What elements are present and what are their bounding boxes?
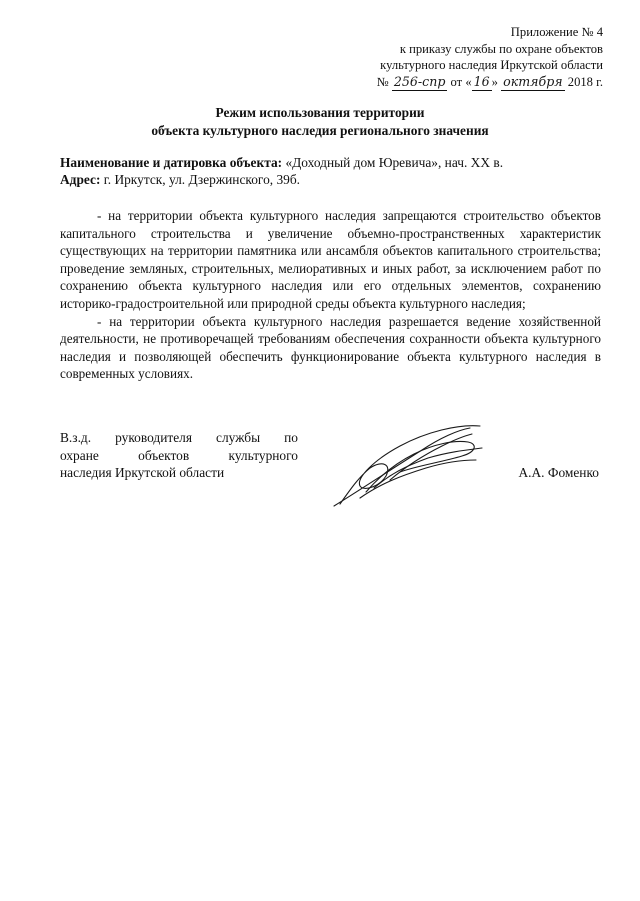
object-name-row bbox=[60, 154, 600, 171]
object-name-label: Наименование и датировка объекта: bbox=[60, 155, 283, 170]
date-quote-close: » bbox=[491, 74, 498, 89]
position-line-1: В.з.д. руководителя службы по bbox=[60, 430, 298, 445]
order-number-handwritten: 256-спр bbox=[392, 74, 448, 92]
order-number-date bbox=[283, 74, 603, 92]
permissions-paragraph: - на территории объекта культурного наследия разрешается ведение хозяйственной деятельности, не противоречащей требованиям обеспечения сохранности объекта культурного наследия и позволяющей обеспечить функционирование объекта культурного наследия в современных условиях. bbox=[60, 313, 601, 382]
handwritten-signature bbox=[330, 420, 490, 512]
signer-position bbox=[60, 429, 298, 482]
object-address-label: Адрес: bbox=[60, 172, 101, 187]
order-day-handwritten: 16 bbox=[472, 74, 492, 92]
date-from-label: от « bbox=[450, 74, 472, 89]
object-info bbox=[60, 154, 600, 188]
appendix-order-ref: к приказу службы по охране объектов bbox=[399, 41, 603, 56]
title-line-1: Режим использования территории bbox=[215, 105, 425, 120]
order-month-handwritten: октября bbox=[501, 74, 564, 92]
position-line-3: наследия Иркутской области bbox=[60, 465, 225, 481]
signer-name: А.А. Фоменко bbox=[518, 465, 599, 480]
appendix-number: Приложение № 4 bbox=[510, 25, 603, 39]
order-year: 2018 г. bbox=[567, 74, 603, 89]
appendix-agency: культурного наследия Иркутской области bbox=[380, 58, 603, 72]
document-title bbox=[60, 104, 580, 140]
object-address-row bbox=[60, 171, 600, 188]
appendix-header bbox=[283, 24, 603, 91]
position-line-2: охране объектов культурного bbox=[60, 447, 298, 463]
title-line-2: объекта культурного наследия регионального значения bbox=[151, 123, 489, 138]
object-name-value: «Доходный дом Юревича», нач. XX в. bbox=[285, 155, 504, 170]
number-sign: № bbox=[376, 74, 389, 89]
object-address-value: г. Иркутск, ул. Дзержинского, 39б. bbox=[103, 172, 301, 187]
regime-text bbox=[60, 207, 601, 383]
prohibitions-paragraph: - на территории объекта культурного наследия запрещаются строительство объектов капитального строительства и увеличение объемно-пространственных характеристик существующих на территории памятника или ансамбля объектов капитального строительства; проведение земляных, строительных, мелиоративных и иных работ, за исключением работ по сохранению объекта культурного наследия или его отдельных элементов, сохранению историко-градостроительной или природной среды объекта культурного наследия; bbox=[60, 208, 601, 311]
